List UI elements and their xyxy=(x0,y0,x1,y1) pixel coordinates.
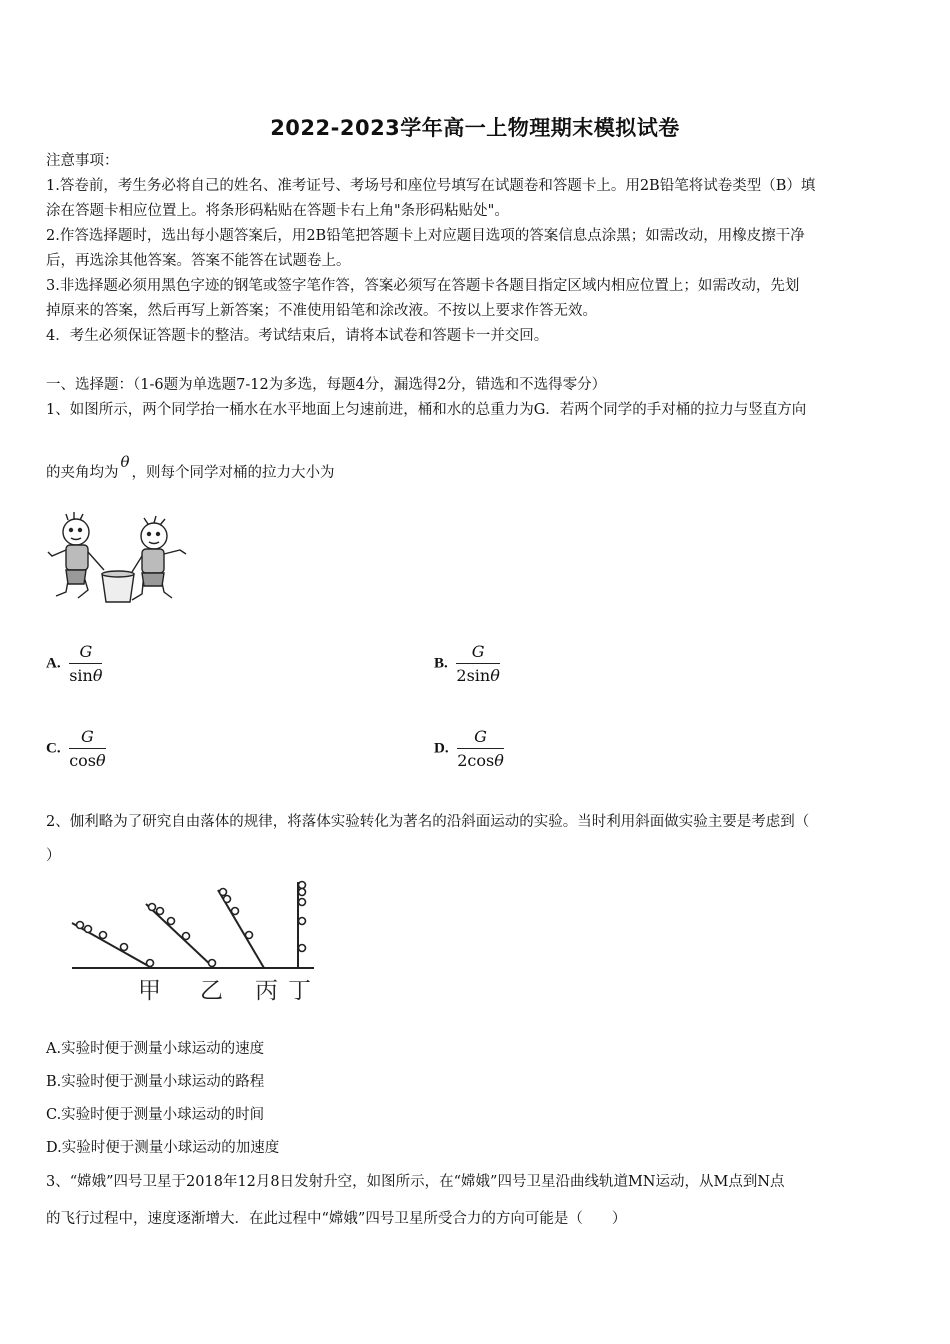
fraction-numerator: G xyxy=(69,642,102,664)
label-ding: 丁 xyxy=(288,978,311,1004)
theta-symbol: θ xyxy=(120,453,130,471)
q2-option-a[interactable]: A.实验时便于测量小球运动的速度 xyxy=(46,1041,265,1057)
ball xyxy=(220,889,227,896)
fraction-function: sin xyxy=(69,666,93,685)
fraction-function: cos xyxy=(69,751,97,770)
ball xyxy=(299,889,306,896)
page-title: 2022-2023学年高一上物理期末模拟试卷 xyxy=(270,116,680,140)
notice-line: 1.答卷前，考生务必将自己的姓名、准考证号、考场号和座位号填写在试题卷和答题卡上。用2B铅笔将试卷类型（B）填 xyxy=(46,178,816,194)
ball xyxy=(209,960,216,967)
notice-line: 后，再选涂其他答案。答案不能答在试题卷上。 xyxy=(46,253,351,269)
fraction-numerator: G xyxy=(69,727,105,749)
fraction-function: cos xyxy=(467,751,495,770)
q3-stem-line2: 的飞行过程中，速度逐渐增大．在此过程中“嫦娥”四号卫星所受合力的方向可能是（ ） xyxy=(46,1211,627,1227)
notice-line: 4．考生必须保证答题卡的整洁。考试结束后，请将本试卷和答题卡一并交回。 xyxy=(46,328,549,344)
ball xyxy=(232,908,239,915)
fraction-numerator: G xyxy=(456,642,499,664)
option-c-fraction xyxy=(69,727,105,770)
ball xyxy=(85,926,92,933)
q2-option-d[interactable]: D.实验时便于测量小球运动的加速度 xyxy=(46,1140,280,1156)
option-b[interactable] xyxy=(434,642,500,685)
ball xyxy=(299,918,306,925)
option-d[interactable] xyxy=(434,727,504,770)
ball xyxy=(157,908,164,915)
ball xyxy=(183,933,190,940)
label-jia: 甲 xyxy=(138,978,161,1004)
q2-stem-line1: 2、伽利略为了研究自由落体的规律，将落体实验转化为著名的沿斜面运动的实验。当时利用斜面做实验主要是考虑到（ xyxy=(46,814,810,830)
label-bing: 丙 xyxy=(255,978,278,1004)
ball xyxy=(147,960,154,967)
option-b-fraction xyxy=(456,642,499,685)
fraction-variable: θ xyxy=(92,666,103,685)
q1-stem-line1: 1、如图所示，两个同学抬一桶水在水平地面上匀速前进，桶和水的总重力为G．若两个同学的手对桶的拉力与竖直方向 xyxy=(46,402,807,418)
option-c-label: C. xyxy=(46,740,61,757)
bucket-carrying-illustration xyxy=(44,510,190,608)
option-d-label: D. xyxy=(434,740,449,757)
notice-line: 3.非选择题必须用黑色字迹的钢笔或签字笔作答，答案必须写在答题卡各题目指定区域内相应位置上；如需改动，先划 xyxy=(46,278,800,294)
ball xyxy=(246,932,253,939)
fraction-coefficient: 2 xyxy=(457,751,468,770)
q2-option-b[interactable]: B.实验时便于测量小球运动的路程 xyxy=(46,1074,265,1090)
ball xyxy=(100,932,107,939)
section-heading: 一、选择题：（1-6题为单选题7-12为多选，每题4分，漏选得2分，错选和不选得零分） xyxy=(46,377,607,393)
notice-line: 2.作答选择题时，选出每小题答案后，用2B铅笔把答题卡上对应题目选项的答案信息点涂黑；如需改动，用橡皮擦干净 xyxy=(46,228,805,244)
fraction-variable: θ xyxy=(96,751,106,770)
fraction-variable: θ xyxy=(490,666,500,685)
notice-heading: 注意事项： xyxy=(46,153,119,169)
q2-stem-line2: ） xyxy=(46,848,61,864)
q3-stem-line1: 3、“嫦娥”四号卫星于2018年12月8日发射升空，如图所示，在“嫦娥”四号卫星沿曲线轨道MN运动，从M点到N点 xyxy=(46,1174,785,1190)
ball xyxy=(224,896,231,903)
ball xyxy=(299,945,306,952)
incline-yi xyxy=(146,904,214,968)
notice-line: 涂在答题卡相应位置上。将条形码粘贴在答题卡右上角"条形码粘贴处"。 xyxy=(46,203,509,219)
q1-stem-line2 xyxy=(46,453,908,483)
q1-stem-pre: 的夹角均为 xyxy=(46,465,119,481)
q1-stem-post: ，则每个同学对桶的拉力大小为 xyxy=(131,465,335,481)
ball xyxy=(168,918,175,925)
ball xyxy=(77,922,84,929)
option-a-fraction xyxy=(69,642,102,685)
ball xyxy=(299,899,306,906)
fraction-coefficient: 2 xyxy=(456,666,467,685)
option-d-fraction xyxy=(457,727,504,770)
option-a-label: A. xyxy=(46,655,61,672)
label-yi: 乙 xyxy=(200,978,223,1004)
notice-line: 掉原来的答案，然后再写上新答案；不准使用铅笔和涂改液。不按以上要求作答无效。 xyxy=(46,303,597,319)
option-b-label: B. xyxy=(434,655,448,672)
option-c[interactable] xyxy=(46,727,106,770)
fraction-variable: θ xyxy=(494,751,504,770)
inclined-plane-diagram xyxy=(68,878,318,1006)
ball xyxy=(149,904,156,911)
fraction-numerator: G xyxy=(457,727,504,749)
q2-option-c[interactable]: C.实验时便于测量小球运动的时间 xyxy=(46,1107,265,1123)
option-a[interactable] xyxy=(46,642,102,685)
fraction-function: sin xyxy=(466,666,491,685)
ball xyxy=(121,944,128,951)
ball xyxy=(299,882,306,889)
